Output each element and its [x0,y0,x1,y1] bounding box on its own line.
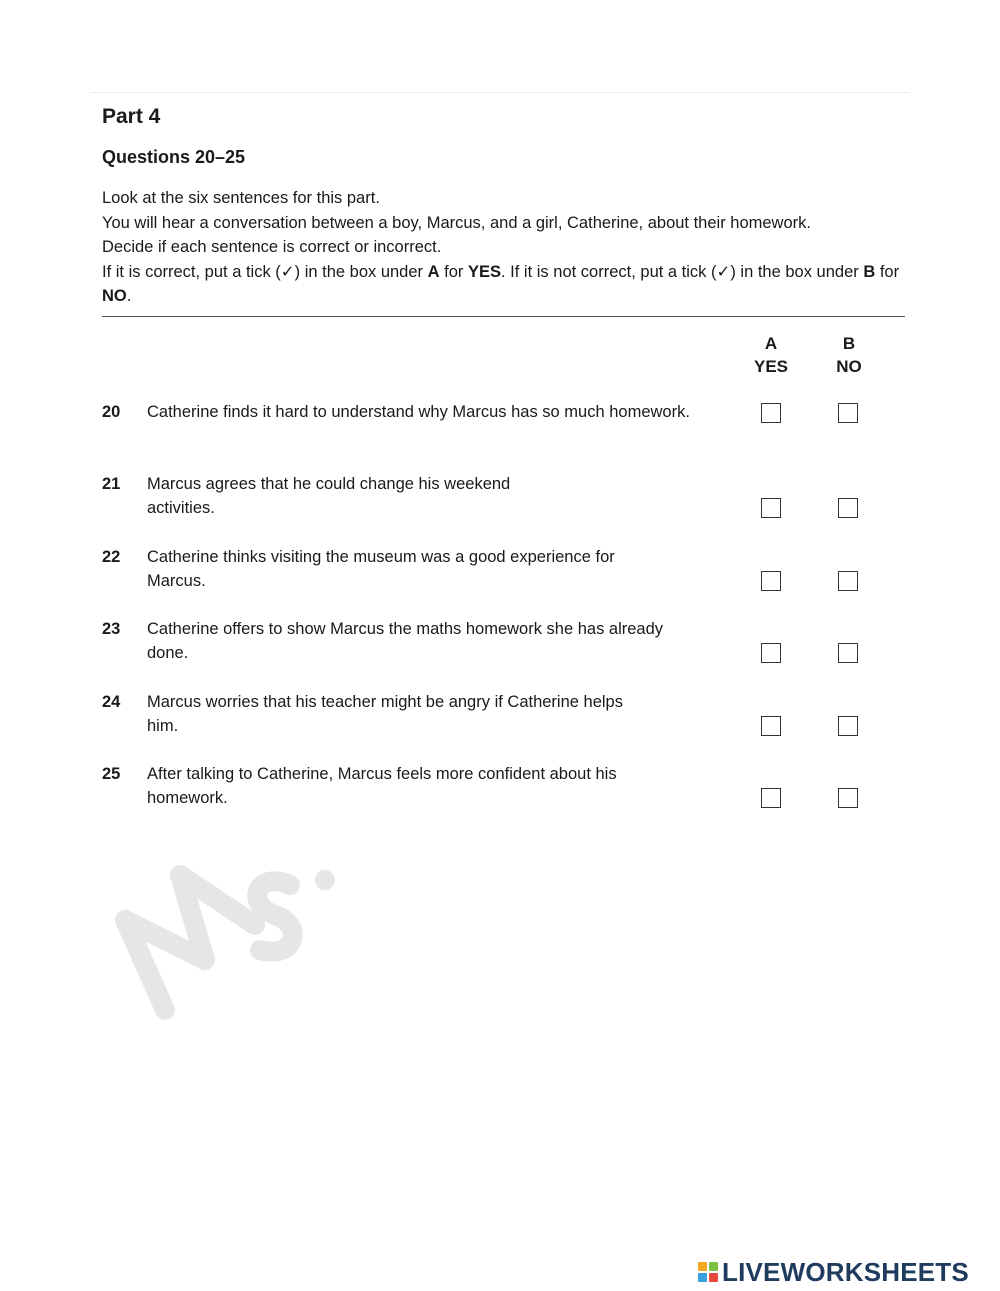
instruction-bold: B [863,262,876,281]
questions-title: Questions 20–25 [102,147,246,167]
yes-checkbox[interactable] [761,643,781,663]
question-text: Marcus worries that his teacher might be angry if Catherine helps him. [147,693,623,735]
logo-tile [698,1262,707,1271]
no-checkbox[interactable] [838,571,858,591]
question-number: 24 [102,693,121,711]
instruction-text: . [126,287,132,305]
question-number: 22 [102,548,121,566]
instruction-text: for [439,262,468,281]
instruction-text: for [875,262,900,281]
instruction-line-3: Decide if each sentence is correct or incorrect. [102,238,442,256]
yes-checkbox[interactable] [761,498,781,518]
question-text: Catherine thinks visiting the museum was a good experience for Marcus. [147,548,615,590]
section-divider [102,316,905,317]
instruction-bold: A [427,262,440,281]
question-number: 20 [102,403,121,421]
yes-checkbox[interactable] [761,403,781,423]
logo-icon [698,1262,718,1282]
no-checkbox[interactable] [838,716,858,736]
top-rule [90,92,910,93]
question-number: 23 [102,620,121,638]
column-header-a [741,332,801,378]
logo-tile [709,1273,718,1282]
column-a-label: YES [753,357,789,376]
logo-tile [709,1262,718,1271]
question-text: After talking to Catherine, Marcus feels more confident about his homework. [147,765,617,807]
instruction-text: . If it is not correct, put a tick (✓) in the box under [501,262,864,281]
instruction-bold: NO [102,287,127,305]
column-b-label: NO [836,357,862,376]
yes-checkbox[interactable] [761,571,781,591]
logo-text: LIVEWORKSHEETS [722,1256,969,1287]
logo-tile [698,1273,707,1282]
no-checkbox[interactable] [838,643,858,663]
question-number: 25 [102,765,121,783]
question-text: Marcus agrees that he could change his weekend activities. [147,475,511,517]
no-checkbox[interactable] [838,498,858,518]
liveworksheets-logo [698,1257,969,1287]
no-checkbox[interactable] [838,403,858,423]
yes-checkbox[interactable] [761,716,781,736]
question-text: Catherine finds it hard to understand why Marcus has so much homework. [147,403,690,421]
instruction-text: If it is correct, put a tick (✓) in the box under [102,262,428,281]
watermark-signature [95,810,425,1040]
instruction-line-2: You will hear a conversation between a boy, Marcus, and a girl, Catherine, about their homework. [102,213,811,232]
yes-checkbox[interactable] [761,788,781,808]
instruction-line-4 [102,260,905,309]
question-number: 21 [102,475,121,493]
instruction-line-1: Look at the six sentences for this part. [102,189,380,207]
part-title: Part 4 [102,105,161,128]
question-text: Catherine offers to show Marcus the maths homework she has already done. [147,620,664,662]
instruction-bold: YES [467,262,502,281]
instructions [102,186,922,309]
no-checkbox[interactable] [838,788,858,808]
column-a-letter: A [764,334,778,353]
column-header-b [819,332,879,378]
column-b-letter: B [842,334,856,353]
